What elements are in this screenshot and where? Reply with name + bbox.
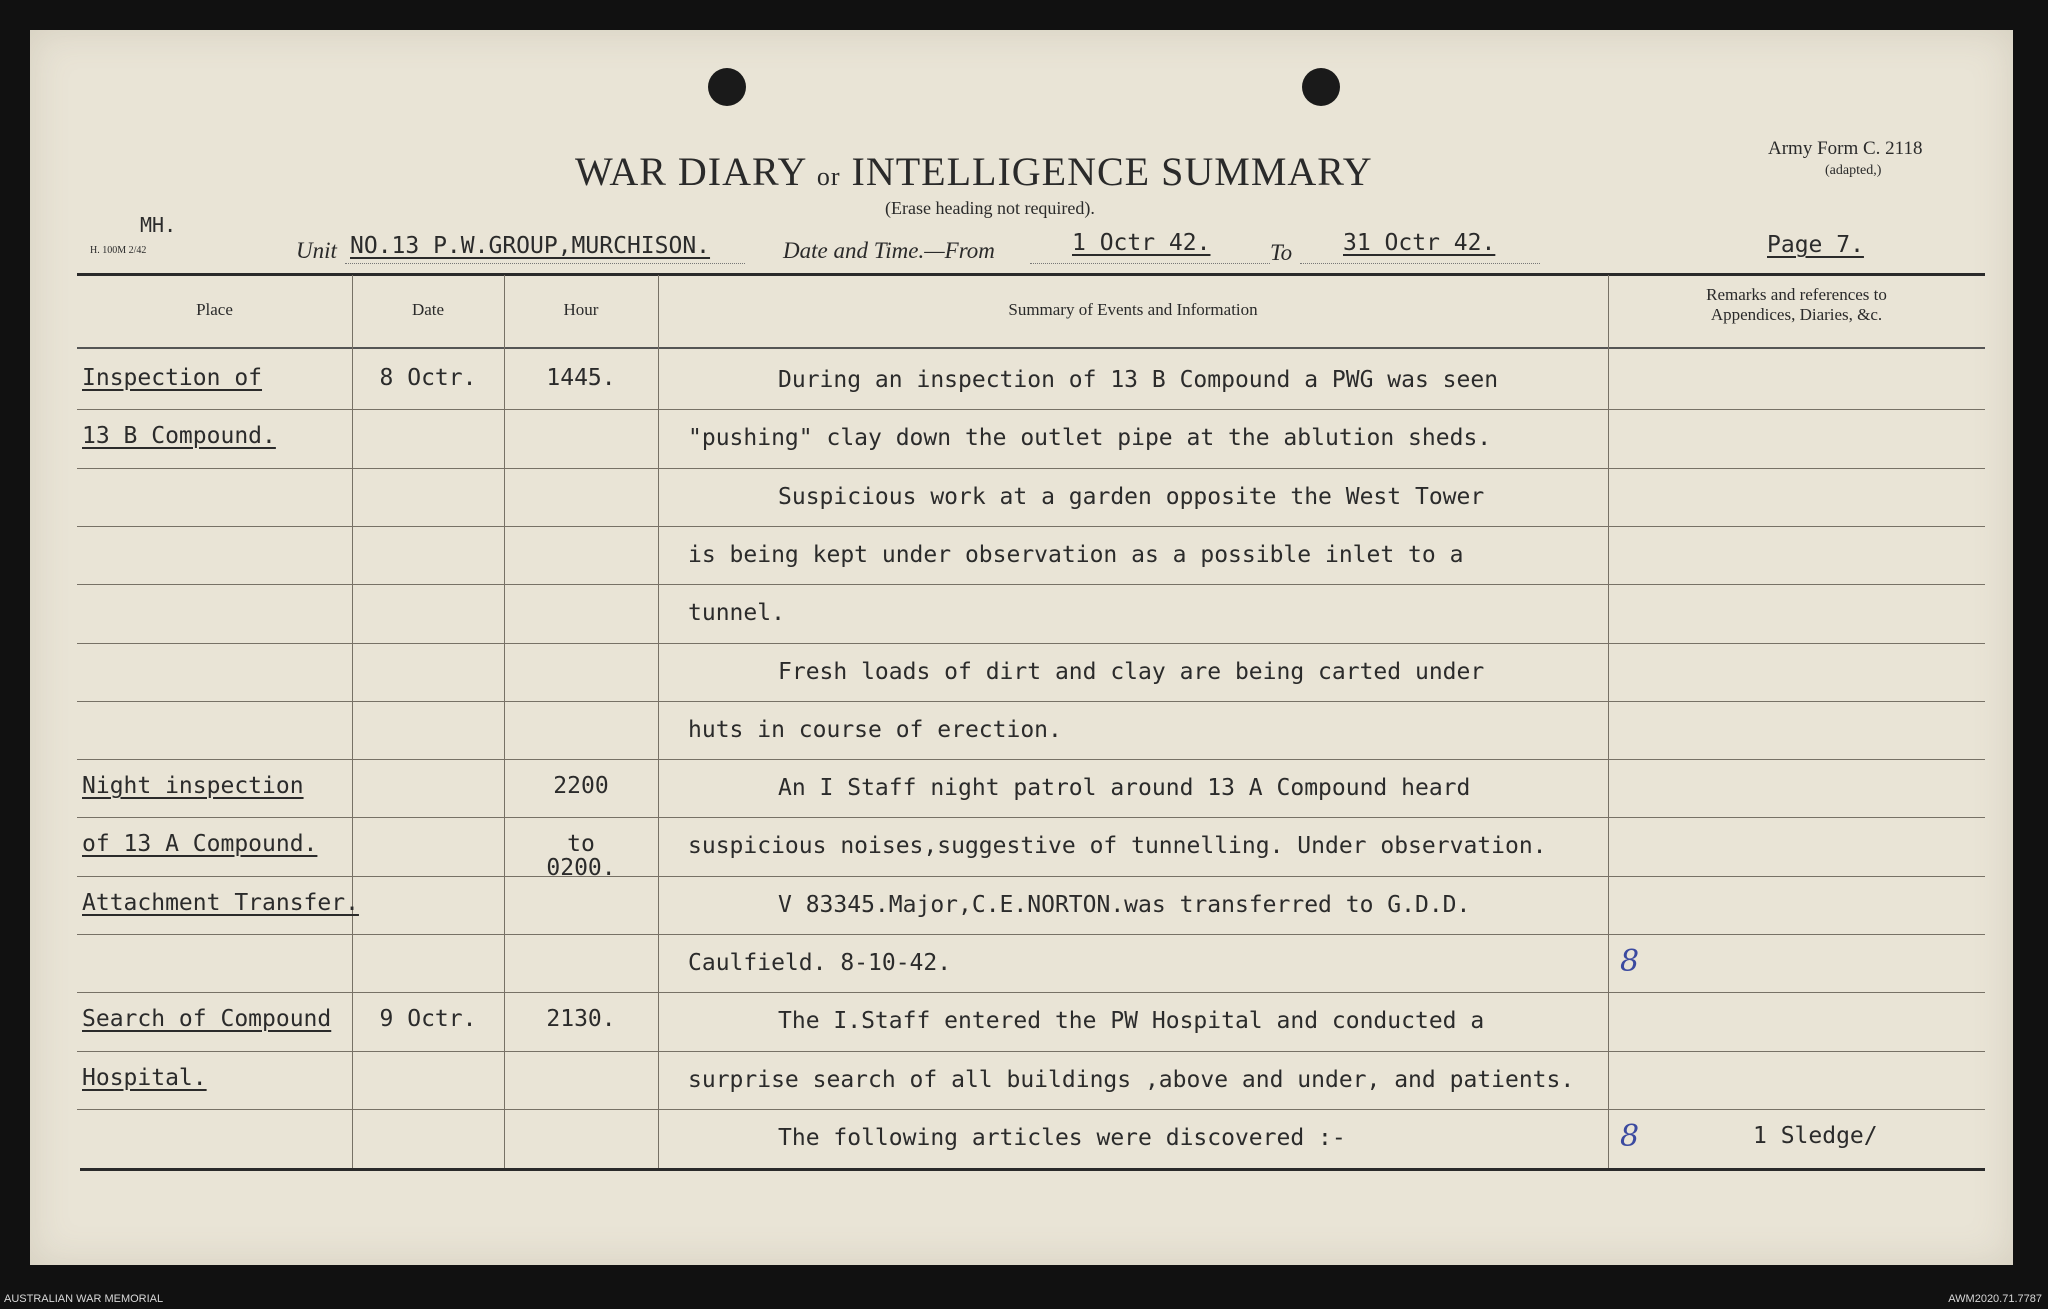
cell-summary: "pushing" clay down the outlet pipe at the ablution sheds.: [688, 425, 1492, 451]
erase-note: (Erase heading not required).: [885, 198, 1095, 218]
cell-remark-text: 1 Sledge/: [1753, 1123, 1878, 1149]
cell-summary: huts in course of erection.: [688, 717, 1062, 743]
cell-summary: Suspicious work at a garden opposite the West Tower: [778, 484, 1485, 510]
title-or: or: [816, 162, 841, 191]
cell-summary: The following articles were discovered :-: [778, 1125, 1346, 1151]
cell-place: Night inspection: [82, 773, 304, 799]
adapted-note: (adapted,): [1825, 163, 1882, 178]
unit-value: NO.13 P.W.GROUP,MURCHISON.: [350, 233, 711, 259]
table-row: [30, 759, 2013, 817]
table-row: [30, 934, 2013, 992]
cell-place: Hospital.: [82, 1065, 207, 1091]
table-row: [30, 876, 2013, 934]
to-label: To: [1270, 240, 1293, 265]
title-intelligence-summary: INTELLIGENCE SUMMARY: [851, 149, 1373, 194]
col-header-summary: Summary of Events and Information: [1008, 300, 1258, 319]
table-row: [30, 1109, 2013, 1167]
date-time-label: Date and Time.—From: [783, 238, 995, 263]
footer-right: AWM2020.71.7787: [1948, 1293, 2042, 1305]
cell-remark-mark: 8: [1620, 944, 1640, 979]
army-form-number: Army Form C. 2118: [1768, 138, 1923, 159]
table-row: [30, 526, 2013, 584]
unit-label: Unit: [296, 238, 337, 263]
remarks-header-line-2: Appendices, Diaries, &c.: [1710, 305, 1883, 324]
cell-place: Attachment Transfer.: [82, 890, 359, 916]
cell-summary: is being kept under observation as a possible inlet to a: [688, 542, 1464, 568]
punch-hole-right: [1302, 68, 1340, 106]
cell-hour: 2200: [553, 773, 609, 799]
punch-hole-left: [708, 68, 746, 106]
col-header-hour: Hour: [563, 300, 599, 319]
mh-stamp: MH.: [140, 213, 177, 237]
cell-hour: 2130.: [546, 1006, 616, 1032]
cell-summary: surprise search of all buildings ,above and under, and patients.: [688, 1067, 1575, 1093]
table-row: [30, 817, 2013, 875]
cell-place: of 13 A Compound.: [82, 831, 318, 857]
col-header-remarks: [1608, 285, 1985, 325]
table-row: [30, 1051, 2013, 1109]
remarks-header-line-1: Remarks and references to: [1706, 285, 1887, 304]
cell-summary: Fresh loads of dirt and clay are being carted under: [778, 659, 1485, 685]
cell-summary: suspicious noises,suggestive of tunnelling. Under observation.: [688, 833, 1547, 859]
cell-summary: The I.Staff entered the PW Hospital and conducted a: [778, 1008, 1485, 1034]
cell-summary: An I Staff night patrol around 13 A Compound heard: [778, 775, 1471, 801]
table-row: [30, 701, 2013, 759]
page-number: Page 7.: [1767, 232, 1864, 258]
table-row: [30, 643, 2013, 701]
to-date: 31 Octr 42.: [1343, 230, 1496, 256]
cell-date: 8 Octr.: [379, 365, 477, 391]
cell-summary: During an inspection of 13 B Compound a PWG was seen: [778, 367, 1499, 393]
cell-summary: tunnel.: [688, 600, 785, 626]
cell-hour: to: [567, 831, 595, 857]
table-row: [30, 468, 2013, 526]
cell-summary: V 83345.Major,C.E.NORTON.was transferred to G.D.D.: [778, 892, 1471, 918]
cell-place: 13 B Compound.: [82, 423, 276, 449]
form-code: H. 100M 2/42: [90, 245, 147, 256]
table-row: [30, 351, 2013, 409]
col-header-place: Place: [196, 300, 233, 319]
cell-hour-continued: 0200.: [546, 855, 616, 881]
cell-place: Inspection of: [82, 365, 263, 391]
cell-place: Search of Compound: [82, 1006, 332, 1032]
cell-date: 9 Octr.: [379, 1006, 477, 1032]
footer-left: AUSTRALIAN WAR MEMORIAL: [4, 1293, 164, 1305]
table-row: [30, 584, 2013, 642]
cell-remark-mark: 8: [1620, 1119, 1640, 1154]
table-row: [30, 409, 2013, 467]
from-date: 1 Octr 42.: [1072, 230, 1211, 256]
diary-page: [30, 30, 2013, 1265]
cell-hour: 1445.: [546, 365, 616, 391]
cell-summary: Caulfield. 8-10-42.: [688, 950, 952, 976]
page-title: [575, 148, 1373, 195]
table-row: [30, 992, 2013, 1050]
title-war-diary: WAR DIARY: [575, 149, 806, 194]
col-header-date: Date: [411, 300, 445, 319]
